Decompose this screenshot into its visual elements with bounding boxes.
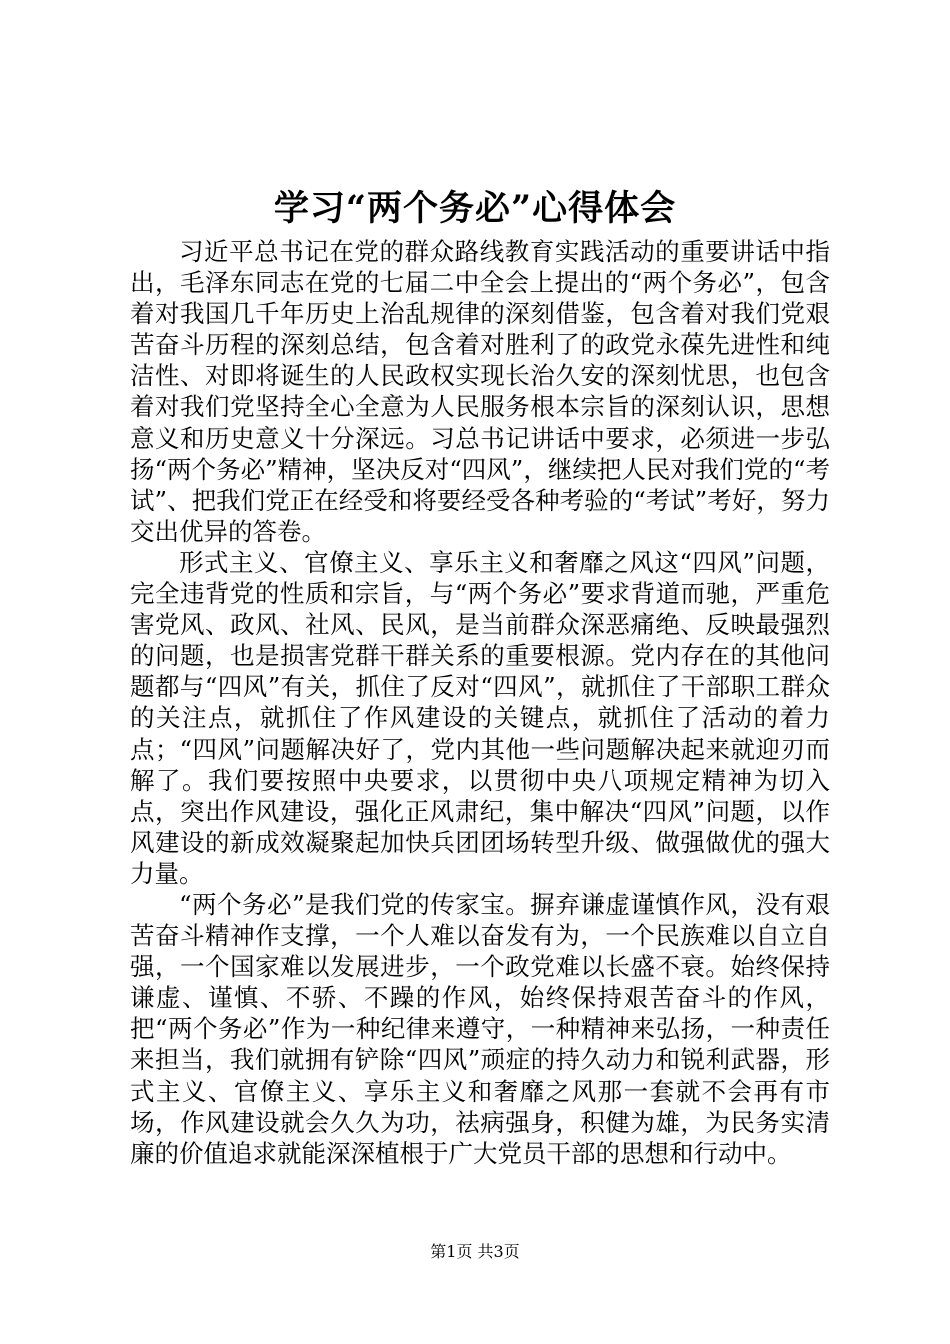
document-body (130, 236, 830, 1169)
page-number-footer: 第1页 共3页 (430, 1242, 520, 1261)
paragraph-2: 形式主义、官僚主义、享乐主义和奢靡之风这“四风”问题，完全违背党的性质和宗旨，与“两个务必”要求背道而驰，严重危害党风、政风、社风、民风，是当前群众深恶痛绝、反映最强烈的问题，也是损害党群干群关系的重要根源。党内存在的其他问题都与“四风”有关，抓住了反对“四风”，就抓住了干部职工群众的关注点，就抓住了作风建设的关键点，就抓住了活动的着力点；“四风”问题解决好了，党内其他一些问题解决起来就迎刃而解了。我们要按照中央要求，以贯彻中央八项规定精神为切入点，突出作风建设，强化正风肃纪，集中解决“四风”问题，以作风建设的新成效凝聚起加快兵团团场转型升级、做强做优的强大力量。 (130, 547, 830, 888)
paragraph-3: “两个务必”是我们党的传家宝。摒弃谦虚谨慎作风，没有艰苦奋斗精神作支撑，一个人难以奋发有为，一个民族难以自立自强，一个国家难以发展进步，一个政党难以长盛不衰。始终保持谦虚、谨慎、不骄、不躁的作风，始终保持艰苦奋斗的作风，把“两个务必”作为一种纪律来遵守，一种精神来弘扬，一种责任来担当，我们就拥有铲除“四风”顽症的持久动力和锐利武器，形式主义、官僚主义、享乐主义和奢靡之风那一套就不会再有市场，作风建设就会久久为功，祛病强身，积健为雄，为民务实清廉的价值追求就能深深植根于广大党员干部的思想和行动中。 (130, 889, 830, 1168)
paragraph-1: 习近平总书记在党的群众路线教育实践活动的重要讲话中指出，毛泽东同志在党的七届二中全会上提出的“两个务必”，包含着对我国几千年历史上治乱规律的深刻借鉴，包含着对我们党艰苦奋斗历程的深刻总结，包含着对胜利了的政党永葆先进性和纯洁性、对即将诞生的人民政权实现长治久安的深刻忧思，也包含着对我们党坚持全心全意为人民服务根本宗旨的深刻认识，思想意义和历史意义十分深远。习总书记讲话中要求，必须进一步弘扬“两个务必”精神，坚决反对“四风”，继续把人民对我们党的“考试”、把我们党正在经受和将要经受各种考验的“考试”考好，努力交出优异的答卷。 (130, 237, 830, 546)
document-title: 学习“两个务必”心得体会 (273, 188, 677, 229)
